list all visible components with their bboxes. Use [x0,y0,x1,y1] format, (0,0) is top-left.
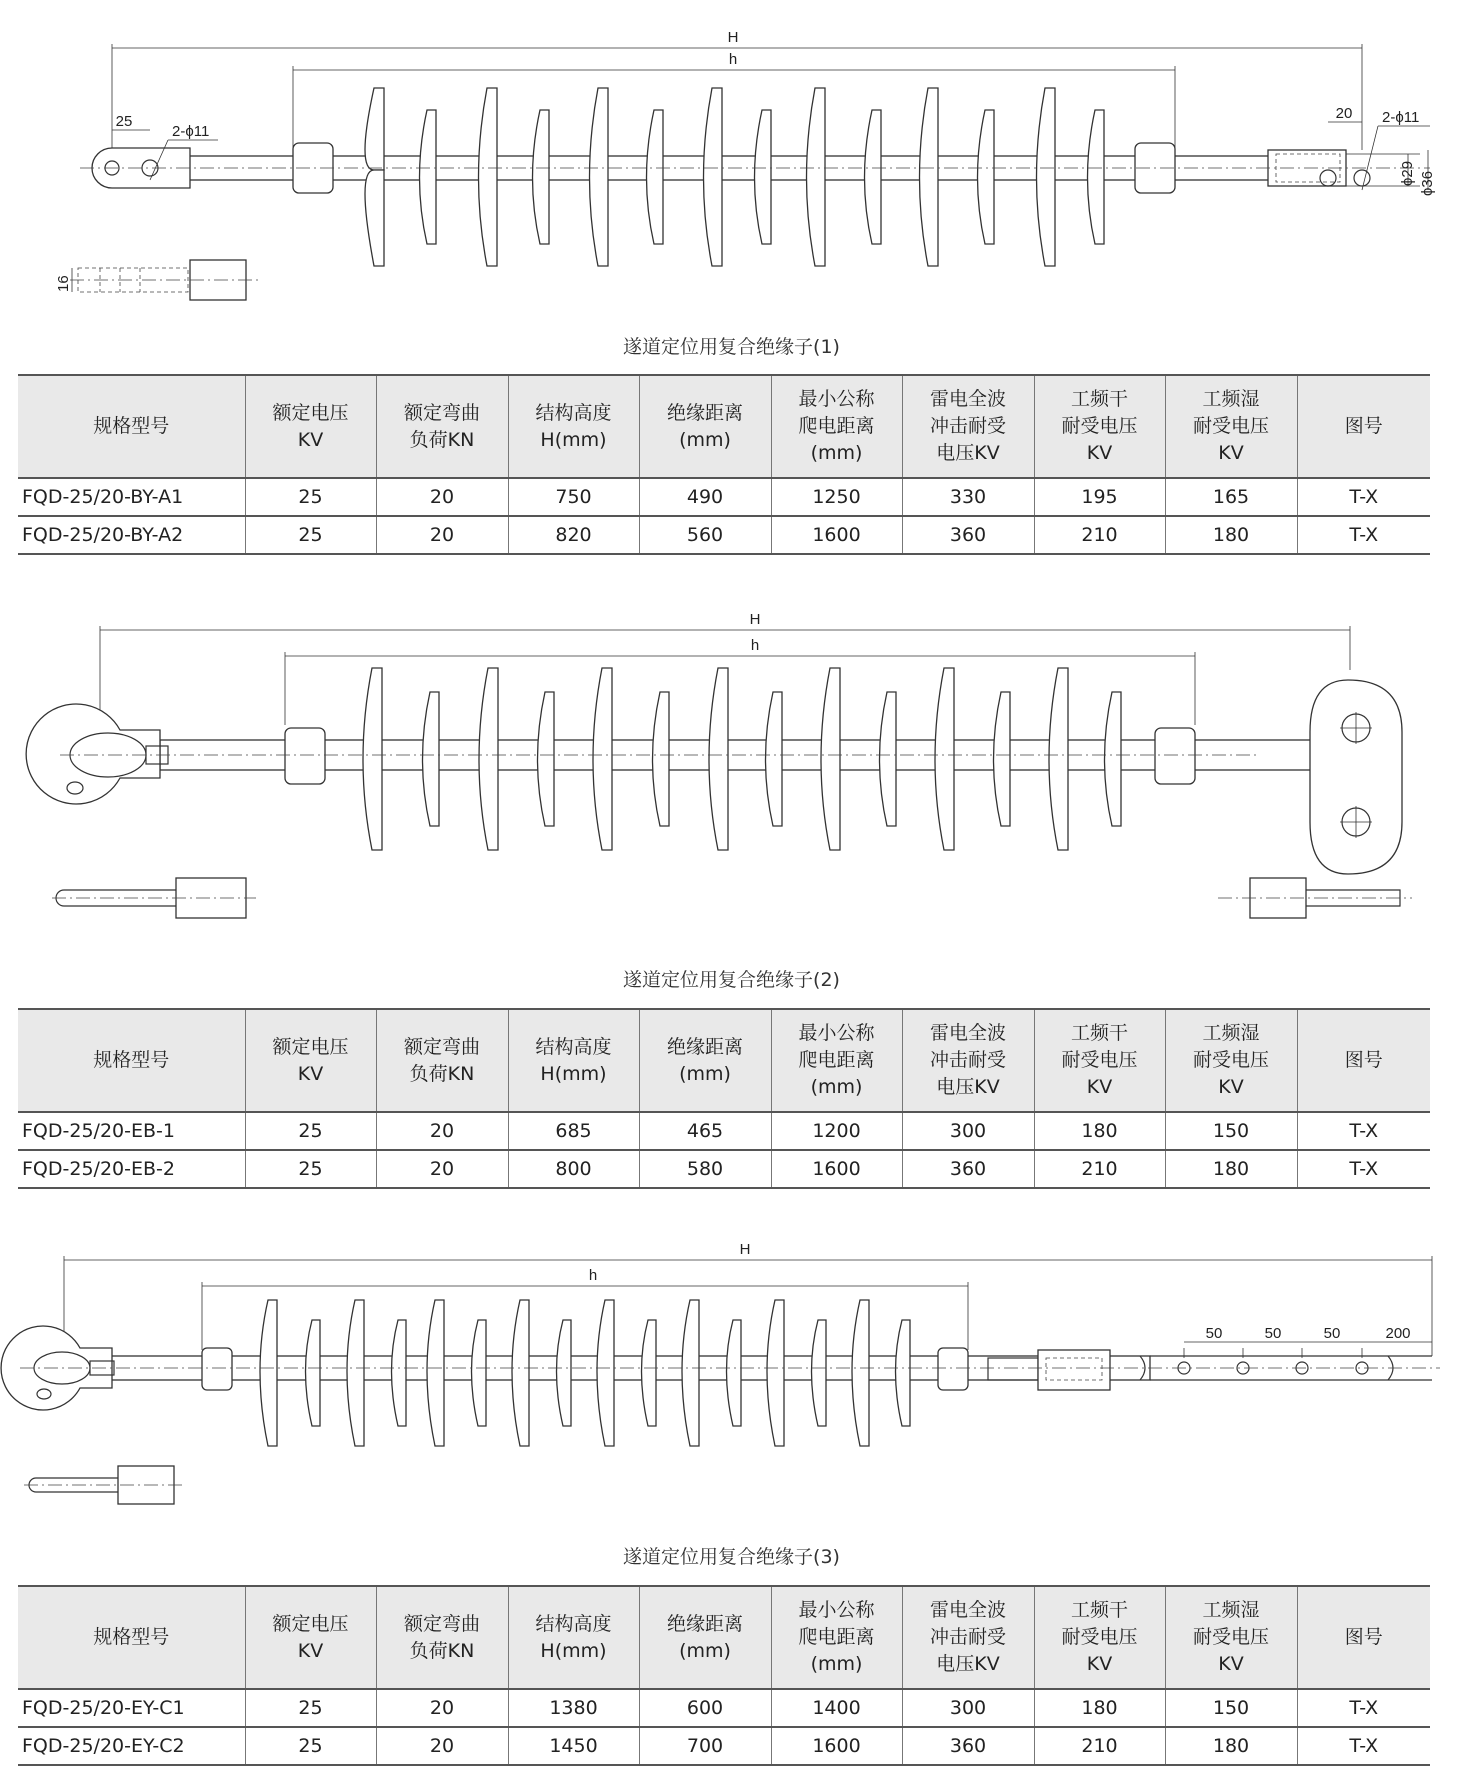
cell: 180 [1165,1150,1297,1188]
hole-label-right: 2-ϕ11 [1382,109,1420,126]
header-insulation-distance: 绝缘距离 (mm) [639,1009,771,1112]
cell: T-X [1297,1689,1430,1727]
cell: 25 [245,1689,376,1727]
dim-H-label: H [739,1241,751,1258]
cell: 800 [508,1150,639,1188]
header-rated-voltage: 额定电压 KV [245,1586,376,1689]
table-header-row [18,375,1430,478]
cell: 210 [1034,1727,1165,1765]
header-drawing-no: 图号 [1297,1586,1430,1689]
cell: 330 [902,478,1034,516]
table-row [18,1727,1430,1765]
caption-1: 遂道定位用复合绝缘子(1) [623,336,840,358]
cell-model: FQD-25/20-EY-C1 [22,1697,185,1719]
header-power-freq-wet: 工频湿 耐受电压 KV [1165,1009,1297,1112]
header-bending-load: 额定弯曲 负荷KN [376,375,508,478]
header-lightning-impulse: 雷电全波 冲击耐受 电压KV [902,1586,1034,1689]
spec-table-1 [18,374,1430,555]
table-row [18,1689,1430,1727]
table-row [18,478,1430,516]
cell-model: FQD-25/20-BY-A1 [22,486,184,508]
cell: 165 [1165,478,1297,516]
table-header-row [18,1009,1430,1112]
cell: 180 [1034,1689,1165,1727]
cell: T-X [1297,1727,1430,1765]
cell-model: FQD-25/20-EB-2 [22,1158,175,1180]
cell: 750 [508,478,639,516]
cell: 25 [245,516,376,554]
dim-H-label: H [727,29,739,46]
cell: 1250 [771,478,902,516]
cell: 20 [376,1112,508,1150]
header-drawing-no: 图号 [1297,375,1430,478]
header-model: 规格型号 [18,1009,245,1112]
header-power-freq-dry: 工频干 耐受电压 KV [1034,375,1165,478]
cell: 210 [1034,516,1165,554]
insulator-drawing-2 [0,560,1463,960]
cell-model: FQD-25/20-BY-A2 [22,524,184,546]
cell: 25 [245,478,376,516]
dim-50b-label: 50 [1264,1325,1282,1342]
header-structure-height: 结构高度 H(mm) [508,375,639,478]
cell: 300 [902,1112,1034,1150]
cell: 580 [639,1150,771,1188]
dim-25-label: 25 [115,113,133,130]
spec-table-2 [18,1008,1430,1189]
dim-50c-label: 50 [1323,1325,1341,1342]
cell: T-X [1297,1150,1430,1188]
cell-model: FQD-25/20-EY-C2 [22,1735,185,1757]
cell: 360 [902,1727,1034,1765]
header-model: 规格型号 [18,375,245,478]
cell: 150 [1165,1112,1297,1150]
header-power-freq-dry: 工频干 耐受电压 KV [1034,1586,1165,1689]
section-1 [0,0,1463,560]
cell: 20 [376,1689,508,1727]
spec-table-3 [18,1585,1430,1766]
header-power-freq-wet: 工频湿 耐受电压 KV [1165,1586,1297,1689]
table-row [18,1112,1430,1150]
section-3 [0,1180,1463,1757]
cell: 20 [376,1150,508,1188]
header-lightning-impulse: 雷电全波 冲击耐受 电压KV [902,375,1034,478]
dim-200-label: 200 [1385,1325,1411,1342]
cell: 560 [639,516,771,554]
header-creepage-distance: 最小公称 爬电距离 (mm) [771,1009,902,1112]
cell: 180 [1034,1112,1165,1150]
phi36-label: ϕ36 [1419,170,1436,196]
cell: 180 [1165,1727,1297,1765]
header-structure-height: 结构高度 H(mm) [508,1009,639,1112]
cell: 1200 [771,1112,902,1150]
dim-h-label: h [588,1267,598,1284]
cell: T-X [1297,516,1430,554]
cell: 180 [1165,516,1297,554]
cell-model: FQD-25/20-EB-1 [22,1120,175,1142]
cell: 1600 [771,1727,902,1765]
header-rated-voltage: 额定电压 KV [245,1009,376,1112]
header-creepage-distance: 最小公称 爬电距离 (mm) [771,1586,902,1689]
table-row [18,516,1430,554]
insulator-drawing-1 [0,0,1463,320]
dim-50a-label: 50 [1205,1325,1223,1342]
caption-3: 遂道定位用复合绝缘子(3) [623,1546,840,1568]
cell: 1600 [771,516,902,554]
cell: 1600 [771,1150,902,1188]
cell: 360 [902,516,1034,554]
cell: 20 [376,478,508,516]
dim-16-label: 16 [55,275,72,292]
cell: 25 [245,1727,376,1765]
header-creepage-distance: 最小公称 爬电距离 (mm) [771,375,902,478]
caption-2: 遂道定位用复合绝缘子(2) [623,969,840,991]
table-header-row [18,1586,1430,1689]
cell: 685 [508,1112,639,1150]
cell: 300 [902,1689,1034,1727]
header-bending-load: 额定弯曲 负荷KN [376,1586,508,1689]
dim-h-label: h [750,637,760,654]
phi29-label: ϕ29 [1399,160,1416,186]
hole-label-left: 2-ϕ11 [172,123,210,140]
header-insulation-distance: 绝缘距离 (mm) [639,1586,771,1689]
cell: 490 [639,478,771,516]
cell: T-X [1297,1112,1430,1150]
cell: 1380 [508,1689,639,1727]
header-drawing-no: 图号 [1297,1009,1430,1112]
header-structure-height: 结构高度 H(mm) [508,1586,639,1689]
cell: 20 [376,516,508,554]
header-model: 规格型号 [18,1586,245,1689]
cell: 20 [376,1727,508,1765]
section-2 [0,560,1463,1180]
header-bending-load: 额定弯曲 负荷KN [376,1009,508,1112]
cell: 25 [245,1150,376,1188]
dim-h-label: h [728,51,738,68]
cell: 150 [1165,1689,1297,1727]
cell: 25 [245,1112,376,1150]
insulator-drawing-3 [0,1180,1463,1540]
cell: 1450 [508,1727,639,1765]
cell: 465 [639,1112,771,1150]
cell: 210 [1034,1150,1165,1188]
cell: 360 [902,1150,1034,1188]
header-rated-voltage: 额定电压 KV [245,375,376,478]
cell: 1400 [771,1689,902,1727]
cell: 195 [1034,478,1165,516]
dim-20-label: 20 [1335,105,1353,122]
cell: 820 [508,516,639,554]
header-power-freq-dry: 工频干 耐受电压 KV [1034,1009,1165,1112]
cell: 600 [639,1689,771,1727]
cell: 700 [639,1727,771,1765]
dim-H-label: H [749,611,761,628]
header-lightning-impulse: 雷电全波 冲击耐受 电压KV [902,1009,1034,1112]
header-insulation-distance: 绝缘距离 (mm) [639,375,771,478]
header-power-freq-wet: 工频湿 耐受电压 KV [1165,375,1297,478]
cell: T-X [1297,478,1430,516]
